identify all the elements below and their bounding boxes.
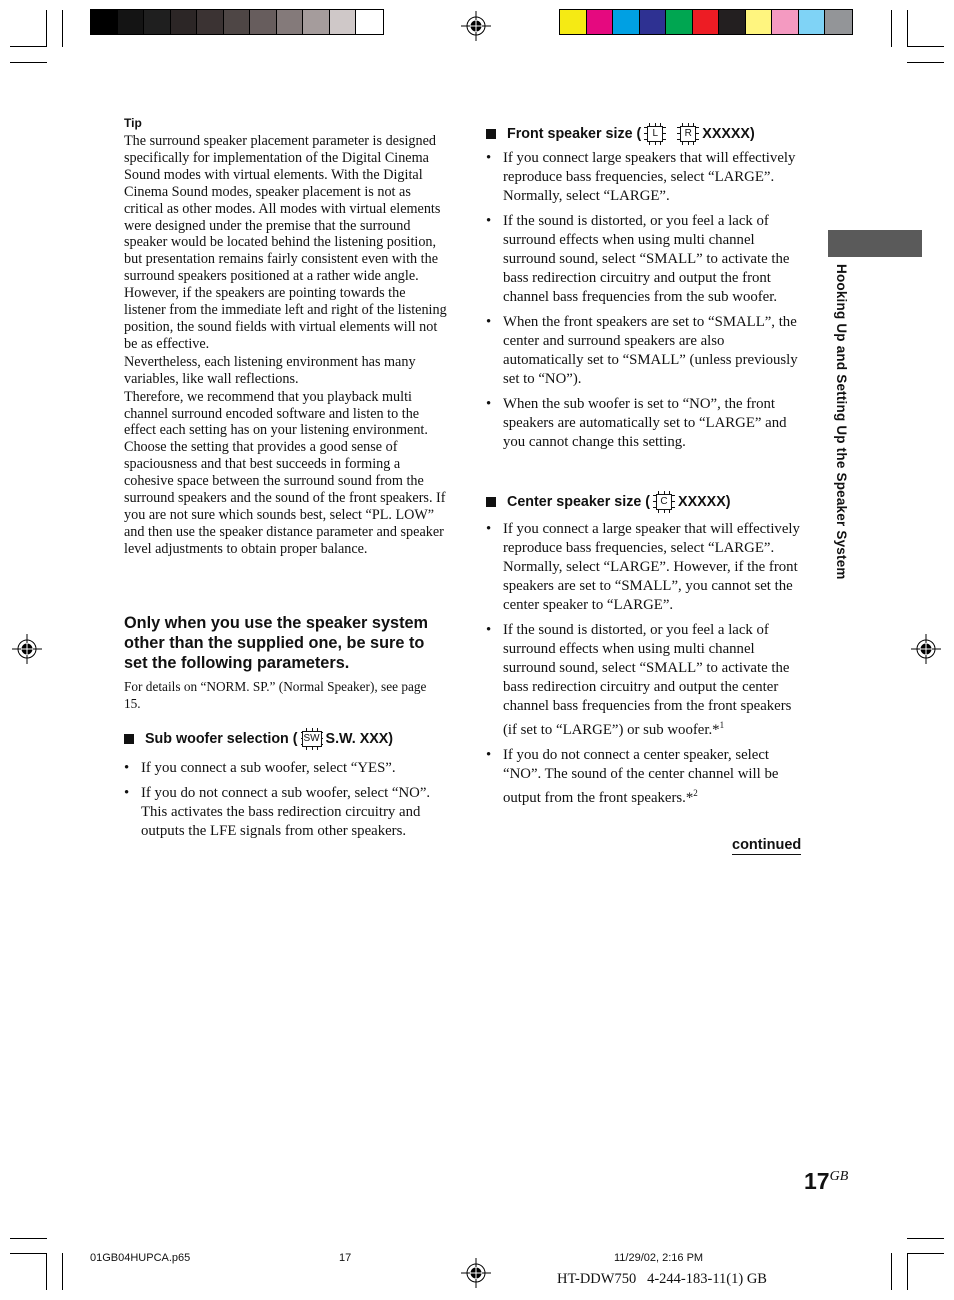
speaker-l-label: L <box>647 126 663 142</box>
speaker-ray <box>312 747 313 750</box>
details-note: For details on “NORM. SP.” (Normal Speaker), see page 15. <box>124 679 427 711</box>
speaker-sw-icon <box>301 728 323 750</box>
footer-model: HT-DDW750 <box>557 1271 637 1287</box>
page-number <box>804 1168 848 1195</box>
footer-file: 01GB04HUPCA.p65 <box>90 1252 191 1264</box>
section-side-title: Hooking Up and Setting Up the Speaker System <box>834 264 849 580</box>
registration-target-top <box>461 11 491 41</box>
color-swatch <box>303 10 330 34</box>
continued-label: continued <box>732 837 802 853</box>
speaker-ray <box>696 133 699 134</box>
speaker-ray <box>306 747 307 750</box>
color-swatch <box>693 10 720 34</box>
speaker-r-icon <box>677 123 699 145</box>
footer-code: 4-244-183-11(1) GB <box>647 1271 767 1287</box>
square-bullet-icon <box>486 129 496 139</box>
color-swatch <box>144 10 171 34</box>
list-item-text: If you do not connect a center speaker, select “NO”. The sound of the center channel will be output from the front speakers.* <box>503 746 779 806</box>
speaker-ray <box>660 142 661 145</box>
tip-heading: Tip <box>124 116 142 130</box>
sub-woofer-heading <box>124 728 393 750</box>
section-heading: Only when you use the speaker system other than the supplied one, be sure to set the following parameters. <box>124 614 429 672</box>
page-number-value: 17 <box>804 1168 830 1194</box>
speaker-ray <box>649 142 650 145</box>
speaker-ray <box>682 142 683 145</box>
list-item: • If you do not connect a sub woofer, select “NO”. This activates the bass redirection circuitry and outputs the LFE signals from other speakers. <box>124 785 431 839</box>
list-item-text: If you connect a large speaker that will effectively reproduce bass frequencies, select “LARGE”. Normally, select “LARGE”. However, if the front speakers are set to “SMALL”, you cannot set the center speaker to “LARGE”. <box>503 521 800 613</box>
footnote-mark: 1 <box>719 720 725 730</box>
speaker-ray <box>663 127 666 128</box>
color-swatch <box>356 10 383 34</box>
front-title-pre: Front speaker size ( <box>507 126 642 142</box>
sub-woofer-list <box>124 759 449 847</box>
speaker-ray <box>672 501 675 502</box>
center-title-pre: Center speaker size ( <box>507 494 651 510</box>
color-swatch <box>613 10 640 34</box>
speaker-ray <box>663 133 666 134</box>
sub-woofer-title-pre: Sub woofer selection ( <box>145 731 298 747</box>
front-title-post: XXXXX) <box>702 126 755 142</box>
square-bullet-icon <box>124 734 134 744</box>
speaker-ray <box>664 510 665 513</box>
speaker-ray <box>672 507 675 508</box>
speaker-ray <box>655 142 656 145</box>
speaker-ray <box>317 747 318 750</box>
square-bullet-icon <box>486 497 496 507</box>
list-item: • If you do not connect a center speaker, select “NO”. The sound of the center channel will be output from the front speakers.*$^2$ <box>486 746 779 806</box>
speaker-ray <box>658 510 659 513</box>
page-number-suffix: GB <box>829 1169 849 1184</box>
list-item: • If the sound is distorted, or you feel a lack of surround effects when using multi channel surround sound, select “SMALL” to activate the bass redirection circuitry and output the front channel bass frequencies from the sub woofer. <box>486 213 790 305</box>
tip-paragraph: Therefore, we recommend that you playback multi channel surround encoded software and listen to the effect each setting has on your listening environment. Choose the setting that provides a good sense of spaciousness and that best succeeds in forming a cohesive space between the surround sound from the surround speakers and the sound of the front speakers. If you are not sure which sounds best, select “PL. LOW” and then use the speaker distance parameter and speaker level adjustments to obtain proper balance. <box>124 388 446 557</box>
list-item-text: If you connect large speakers that will effectively reproduce bass frequencies, select “LARGE”. Normally, select “LARGE”. <box>503 150 796 204</box>
color-swatch <box>772 10 799 34</box>
speaker-ray <box>696 139 699 140</box>
tip-paragraph: Nevertheless, each listening environment has many variables, like wall reflections. <box>124 353 416 387</box>
color-swatch <box>666 10 693 34</box>
speaker-ray <box>696 127 699 128</box>
section-tab <box>828 230 922 257</box>
list-item-text: If the sound is distorted, or you feel a lack of surround effects when using multi channel surround sound, select “SMALL” to activate the bass redirection circuitry and output the center channel bass frequencies from the front speakers (if set to “LARGE”) or sub woofer.* <box>503 622 792 738</box>
list-item-text: If you do not connect a sub woofer, select “NO”. This activates the bass redirection circuitry and outputs the LFE signals from other speakers. <box>141 785 431 839</box>
process-color-bar <box>559 9 853 35</box>
speaker-ray <box>693 142 694 145</box>
color-swatch <box>224 10 251 34</box>
list-item: • When the front speakers are set to “SMALL”, the center and surround speakers are also automatically set to “SMALL” (unless previously set to “NO”). <box>486 314 798 387</box>
registration-target-bottom <box>461 1258 491 1288</box>
color-swatch <box>640 10 667 34</box>
tip-paragraph: The surround speaker placement parameter is designed specifically for implementation of the Digital Cinema Sound modes with virtual elements. With the Digital Cinema Sound modes, speaker placement is not as critical as other modes. All modes with virtual elements were designed under the premise that the surround speaker would be located behind the listening position, but presentation remains fairly consistent even with the surround speakers positioned at a rather wide angle. However, if the speakers are pointing towards the listener from the immediate left and right of the listening position, the sound fields with virtual elements will not be as effective. <box>124 133 447 352</box>
color-swatch <box>197 10 224 34</box>
list-item-text: If the sound is distorted, or you feel a lack of surround effects when using multi channel surround sound, select “SMALL” to activate the bass redirection circuitry and output the front channel bass frequencies from the sub woofer. <box>503 213 790 305</box>
color-swatch <box>171 10 198 34</box>
footer-date: 11/29/02, 2:16 PM <box>614 1252 704 1264</box>
list-item: • If you connect a sub woofer, select “YES”. <box>124 760 396 776</box>
footer-model-line <box>557 1271 767 1288</box>
sub-woofer-title-post: S.W. XXX) <box>325 731 394 747</box>
color-swatch <box>746 10 773 34</box>
speaker-sw-label: SW <box>302 731 322 747</box>
speaker-l-icon <box>644 123 666 145</box>
list-item: • When the sub woofer is set to “NO”, the front speakers are automatically set to “LARGE” and you cannot change this setting. <box>486 396 787 450</box>
color-swatch <box>560 10 587 34</box>
speaker-c-icon <box>653 491 675 513</box>
front-speaker-heading <box>486 123 755 145</box>
speaker-ray <box>672 495 675 496</box>
list-item-text: When the sub woofer is set to “NO”, the front speakers are automatically set to “LARGE” and you cannot change this setting. <box>503 396 787 450</box>
registration-target-left <box>12 634 42 664</box>
center-speaker-list <box>486 520 808 814</box>
color-swatch <box>825 10 852 34</box>
speaker-r-label: R <box>680 126 696 142</box>
color-swatch <box>719 10 746 34</box>
grayscale-bar <box>90 9 384 35</box>
registration-target-right <box>911 634 941 664</box>
center-title-post: XXXXX) <box>678 494 731 510</box>
list-item-text: When the front speakers are set to “SMALL”, the center and surround speakers are also automatically set to “SMALL” (unless previously set to “NO”). <box>503 314 798 387</box>
speaker-c-label: C <box>656 494 672 510</box>
front-speaker-list <box>486 149 808 458</box>
color-swatch <box>799 10 826 34</box>
footnote-mark: 2 <box>693 787 698 798</box>
footer-page: 17 <box>339 1252 352 1264</box>
color-swatch <box>330 10 357 34</box>
list-item: • If you connect a large speaker that will effectively reproduce bass frequencies, select “LARGE”. Normally, select “LARGE”. However, if the front speakers are set to “SMALL”, you cannot set the center speaker to “LARGE”. <box>486 521 800 613</box>
color-swatch <box>91 10 118 34</box>
center-speaker-heading <box>486 491 731 513</box>
speaker-ray <box>669 510 670 513</box>
tip-body <box>124 133 450 558</box>
speaker-ray <box>663 139 666 140</box>
color-swatch <box>250 10 277 34</box>
color-swatch <box>587 10 614 34</box>
list-item: • If the sound is distorted, or you feel a lack of surround effects when using multi channel surround sound, select “SMALL” to activate the bass redirection circuitry and output the center channel bass frequencies from the front speakers (if set to “LARGE”) or sub woofer.*$^1$ <box>486 622 792 738</box>
color-swatch <box>118 10 145 34</box>
color-swatch <box>277 10 304 34</box>
speaker-ray <box>688 142 689 145</box>
list-item: • If you connect large speakers that will effectively reproduce bass frequencies, select “LARGE”. Normally, select “LARGE”. <box>486 150 796 204</box>
list-item-text: If you connect a sub woofer, select “YES”. <box>141 760 396 776</box>
